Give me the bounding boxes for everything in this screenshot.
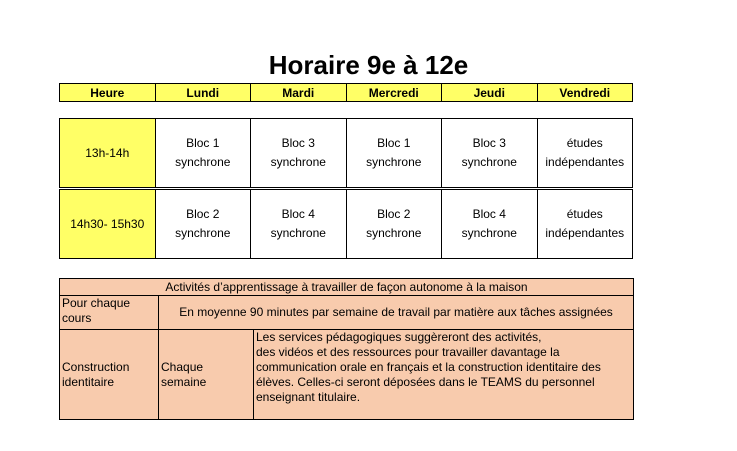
- activities-table: [59, 278, 634, 420]
- freq-line2: semaine: [161, 374, 207, 389]
- cell-line2: synchrone: [270, 226, 326, 240]
- cell-line1: Bloc 1: [377, 136, 411, 150]
- cell-line1: Bloc 3: [472, 136, 506, 150]
- cell-line2: synchrone: [175, 226, 231, 240]
- slot-time: 14h30- 15h30: [60, 190, 156, 259]
- schedule-header: [59, 83, 633, 102]
- slot-cell: [155, 190, 251, 259]
- desc-line: communication orale en français et la construction identitaire des: [256, 360, 601, 374]
- slot-cell: [346, 119, 442, 188]
- cell-line1: Bloc 4: [281, 207, 315, 221]
- cell-line2: synchrone: [270, 155, 326, 169]
- row-label-construction: [60, 330, 159, 420]
- slot-cell: [442, 119, 538, 188]
- slot-cell: [251, 119, 347, 188]
- cell-line2: synchrone: [366, 226, 422, 240]
- slot-time: 13h-14h: [60, 119, 156, 188]
- slot-cell: [537, 119, 633, 188]
- row-label-cours: [60, 296, 159, 330]
- slot-cell: [251, 190, 347, 259]
- header-heure: Heure: [60, 84, 156, 102]
- row-description: [254, 330, 634, 420]
- cell-line1: Bloc 1: [186, 136, 220, 150]
- cell-line2: synchrone: [366, 155, 422, 169]
- cell-line1: Bloc 4: [472, 207, 506, 221]
- cell-line1: Bloc 2: [186, 207, 220, 221]
- row-text-cours: En moyenne 90 minutes par semaine de travail par matière aux tâches assignées: [159, 296, 634, 330]
- cell-line2: synchrone: [461, 226, 517, 240]
- label-line1: Pour chaque: [62, 296, 131, 310]
- slot-cell: [155, 119, 251, 188]
- header-mercredi: Mercredi: [346, 84, 442, 102]
- header-jeudi: Jeudi: [442, 84, 538, 102]
- freq-line1: Chaque: [161, 359, 204, 374]
- cell-line1: Bloc 2: [377, 207, 411, 221]
- slot-cell: [442, 190, 538, 259]
- cell-line1: études: [566, 207, 603, 221]
- header-lundi: Lundi: [155, 84, 251, 102]
- label-line2: identitaire: [62, 374, 115, 389]
- header-vendredi: Vendredi: [537, 84, 633, 102]
- page-title: Horaire 9e à 12e: [268, 50, 469, 80]
- cell-line2: synchrone: [461, 155, 517, 169]
- label-line2: cours: [62, 311, 92, 325]
- desc-line: Les services pédagogiques suggèreront des activités,: [256, 330, 542, 344]
- cell-line2: indépendantes: [545, 155, 625, 169]
- slot-cell: [346, 190, 442, 259]
- row-frequency: [159, 330, 254, 420]
- cell-line2: synchrone: [175, 155, 231, 169]
- schedule-slot-2: [59, 189, 633, 259]
- label-line1: Construction: [62, 359, 130, 374]
- desc-line: élèves. Celles-ci seront déposées dans le TEAMS du personnel: [256, 375, 595, 389]
- activities-title: Activités d’apprentissage à travailler de façon autonome à la maison: [60, 279, 634, 296]
- cell-line1: Bloc 3: [281, 136, 315, 150]
- header-mardi: Mardi: [251, 84, 347, 102]
- cell-line2: indépendantes: [545, 226, 625, 240]
- schedule-slot-1: [59, 118, 633, 188]
- slot-cell: [537, 190, 633, 259]
- desc-line: des vidéos et des ressources pour travailler davantage la: [256, 345, 560, 359]
- cell-line1: études: [566, 136, 603, 150]
- desc-line: enseignant titulaire.: [256, 390, 361, 404]
